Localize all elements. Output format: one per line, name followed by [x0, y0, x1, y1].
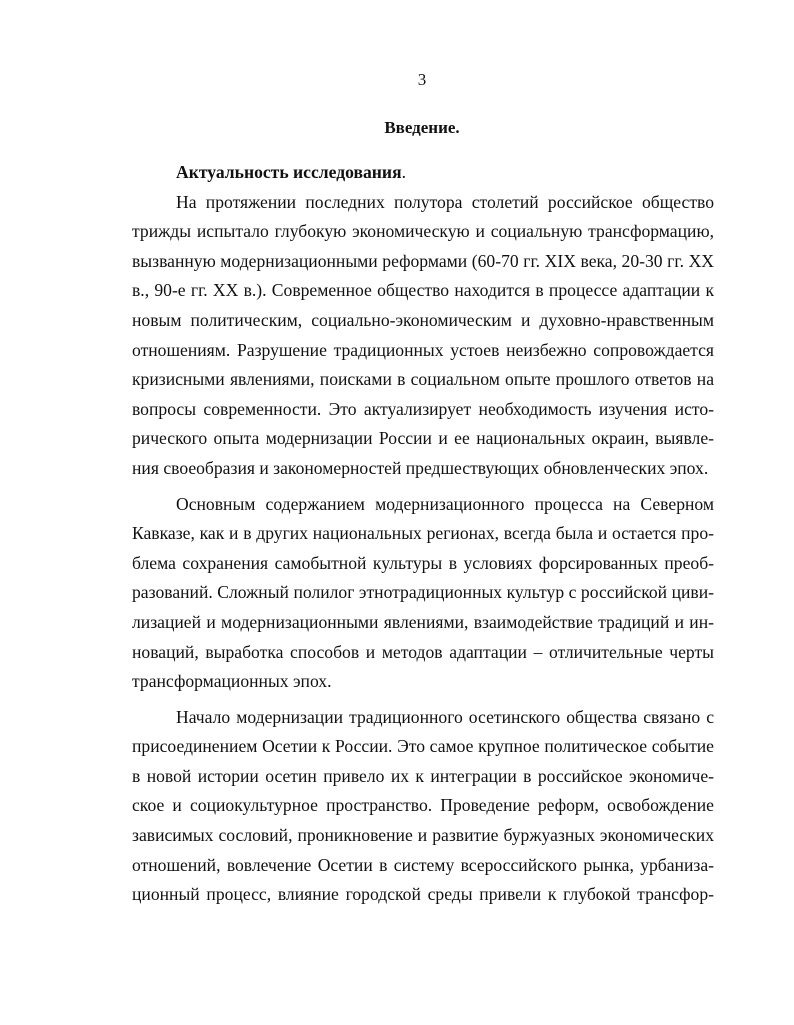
page-number: 3: [417, 70, 427, 89]
paragraph-line: вызванную модернизационными реформами (60-70 гг. XIX века, 20-30 гг. XX: [132, 250, 714, 271]
paragraph-line: отношениям. Разрушение традиционных устоев неизбежно сопровождается: [132, 339, 714, 360]
paragraph-line: ния своеобразия и закономерностей предшествующих обновленческих эпох.: [132, 457, 709, 478]
paragraph-line: трижды испытало глубокую экономическую и социальную трансформацию,: [132, 221, 714, 242]
paragraph-line: Основным содержанием модернизационного процесса на Северном: [176, 493, 714, 514]
subheading-tail: .: [401, 162, 406, 182]
paragraph-line: разований. Сложный полилог этнотрадиционных культур с российской циви-: [132, 582, 714, 603]
paragraph-line: трансформационных эпох.: [132, 671, 332, 692]
paragraph-line: ское и социокультурное пространство. Проведение реформ, освобождение: [132, 795, 714, 816]
paragraph-line: зависимых сословий, проникновение и развитие буржуазных экономических: [132, 825, 714, 846]
paragraph-line: блема сохранения самобытной культуры в условиях форсированных преоб-: [132, 552, 714, 573]
paragraphs: [132, 188, 714, 910]
paragraph-line: На протяжении последних полутора столетий российское общество: [176, 191, 714, 212]
paragraph-line: рического опыта модернизации России и ее национальных окраин, выявле-: [132, 428, 714, 449]
paragraph-line: Начало модернизации традиционного осетинского общества связано с: [176, 706, 714, 727]
paragraph-line: в новой истории осетин привело их к интеграции в российское экономиче-: [132, 765, 714, 786]
body-text: [132, 158, 714, 910]
paragraph-line: новым политическим, социально-экономическим и духовно-нравственным: [132, 309, 714, 330]
subheading: Актуальность исследования: [176, 162, 402, 182]
paragraph: [132, 188, 714, 484]
subheading-line: [132, 158, 714, 188]
paragraph-line: новаций, выработка способов и методов адаптации – отличительные черты: [132, 641, 714, 662]
paragraph-line: присоединением Осетии к России. Это самое крупное политическое событие: [132, 736, 714, 757]
section-heading: Введение.: [384, 118, 460, 137]
paragraph-line: в., 90-е гг. XX в.). Современное общество находится в процессе адаптации к: [132, 280, 714, 301]
paragraph: [132, 703, 714, 910]
paragraph-line: ционный процесс, влияние городской среды привели к глубокой трансфор-: [132, 884, 714, 905]
paragraph-line: вопросы современности. Это актуализирует необходимость изучения исто-: [132, 398, 714, 419]
paragraph-line: кризисными явлениями, поисками в социальном опыте прошлого ответов на: [132, 369, 714, 390]
paragraph-line: лизацией и модернизационными явлениями, взаимодействие традиций и ин-: [132, 611, 714, 632]
paragraph: [132, 490, 714, 697]
paragraph-line: отношений, вовлечение Осетии в систему всероссийского рынка, урбаниза-: [132, 854, 714, 875]
paragraph-line: Кавказе, как и в других национальных регионах, всегда была и остается про-: [132, 523, 714, 544]
